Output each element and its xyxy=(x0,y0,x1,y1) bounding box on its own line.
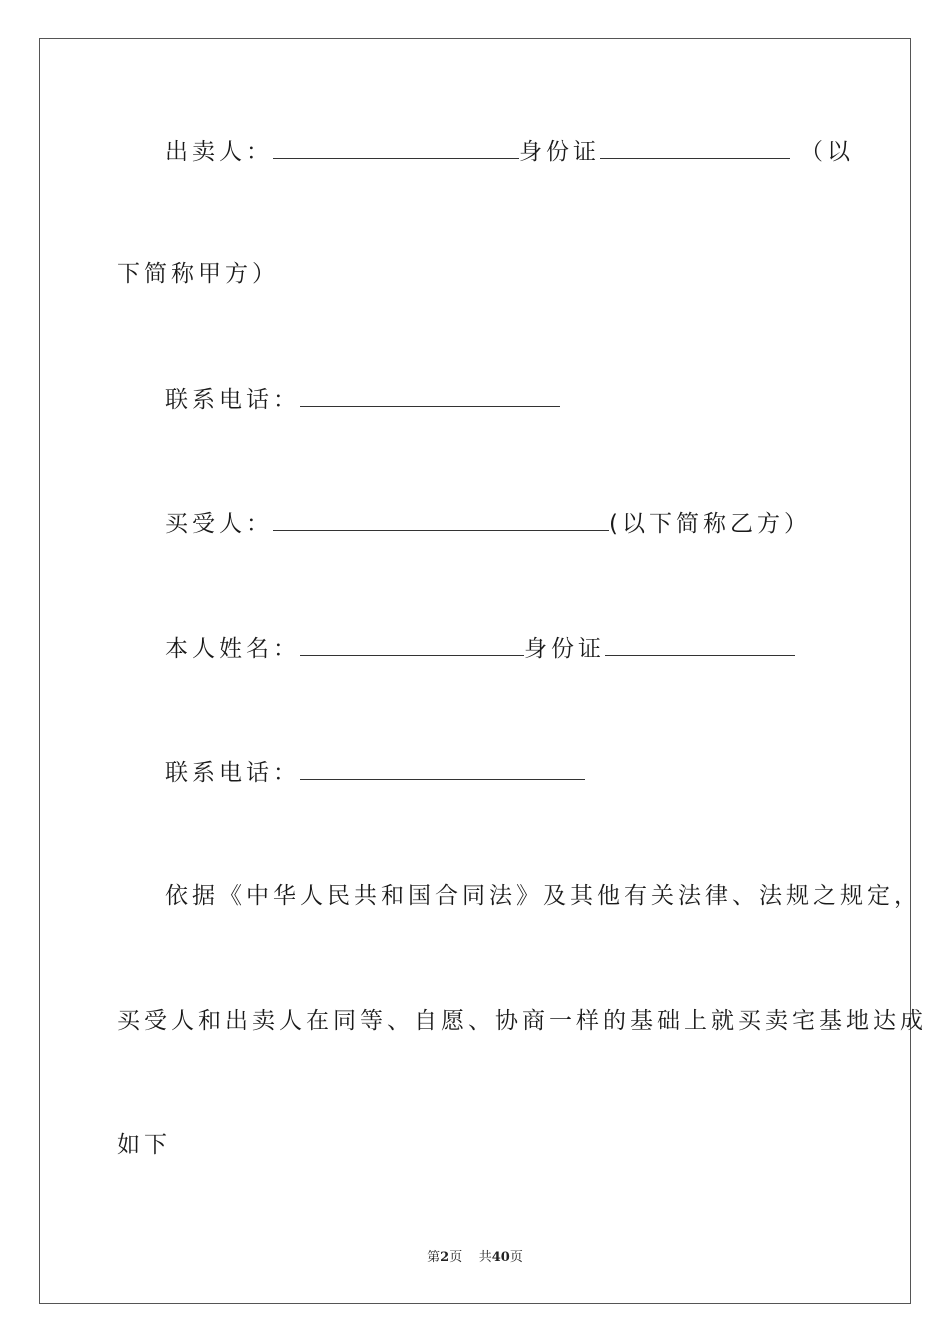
seller-name-blank[interactable] xyxy=(273,136,519,159)
buyer-phone-label: 联系电话： xyxy=(165,760,300,786)
seller-id-label: 身份证 xyxy=(519,139,600,165)
seller-abbrev-text: 下简称甲方） xyxy=(117,261,279,287)
page-footer xyxy=(0,1246,950,1265)
paragraph-line-1 xyxy=(165,881,921,911)
seller-phone-label: 联系电话： xyxy=(165,387,300,413)
buyer-name-line xyxy=(165,633,795,664)
buyer-label: 买受人： xyxy=(165,511,273,537)
page-number: 2 xyxy=(440,1250,450,1265)
buyer-line-tail: (以下简称乙方） xyxy=(609,511,811,537)
page-border xyxy=(39,38,911,1304)
footer-prefix: 第 xyxy=(427,1250,441,1265)
seller-label: 出卖人： xyxy=(165,139,273,165)
paragraph-line-2 xyxy=(117,1006,927,1036)
seller-line-continuation xyxy=(117,259,279,289)
buyer-person-blank[interactable] xyxy=(300,633,524,656)
buyer-phone-blank[interactable] xyxy=(300,757,585,780)
buyer-line xyxy=(165,508,811,539)
total-pages: 40 xyxy=(491,1250,510,1265)
buyer-phone-line xyxy=(165,757,585,788)
buyer-name-blank[interactable] xyxy=(273,508,609,531)
buyer-id-blank[interactable] xyxy=(605,633,795,656)
seller-line xyxy=(165,136,854,167)
paragraph-text: 如下 xyxy=(117,1132,171,1158)
footer-total-prefix: 共 xyxy=(478,1250,492,1265)
footer-total-unit: 页 xyxy=(509,1250,523,1265)
buyer-name-label: 本人姓名： xyxy=(165,636,300,662)
paragraph-line-3 xyxy=(117,1130,171,1160)
seller-phone-line xyxy=(165,384,560,415)
seller-phone-blank[interactable] xyxy=(300,384,560,407)
buyer-id-label: 身份证 xyxy=(524,636,605,662)
paragraph-text: 依据《中华人民共和国合同法》及其他有关法律、法规之规定， xyxy=(165,883,921,909)
seller-id-blank[interactable] xyxy=(600,136,790,159)
footer-page-unit: 页 xyxy=(449,1250,463,1265)
seller-line-tail: （以 xyxy=(800,139,854,165)
paragraph-text: 买受人和出卖人在同等、自愿、协商一样的基础上就买卖宅基地达成 xyxy=(117,1008,927,1034)
